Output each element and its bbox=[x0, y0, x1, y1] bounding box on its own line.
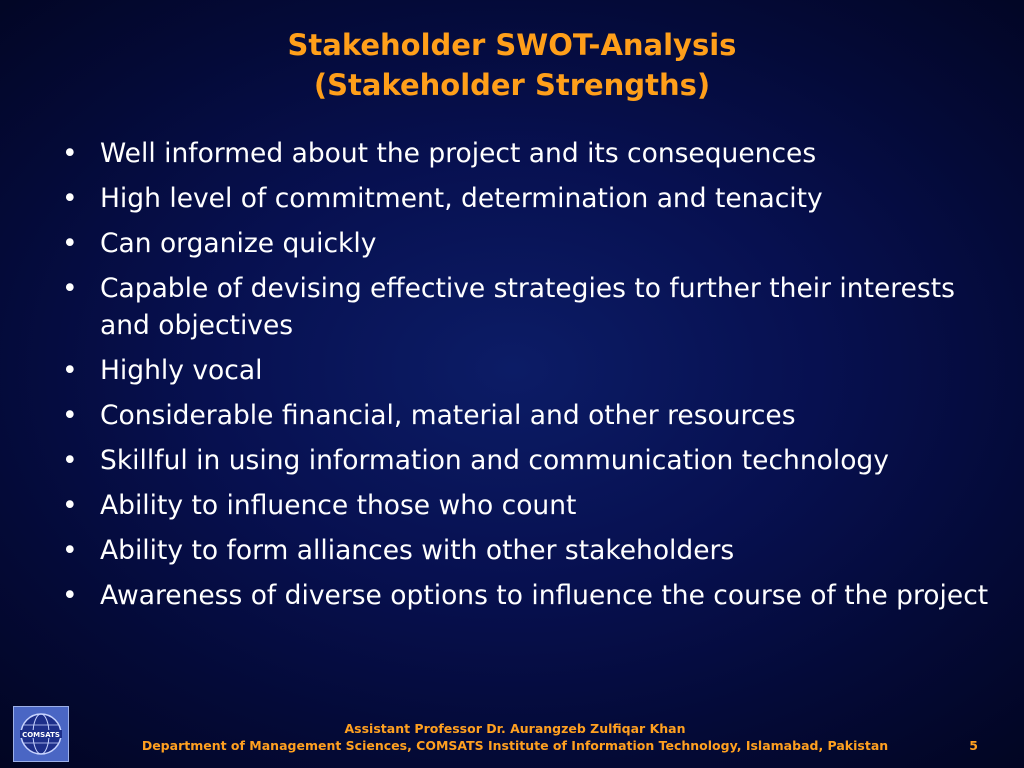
bullet-item bbox=[60, 225, 990, 262]
bullet-text: High level of commitment, determination and tenacity bbox=[100, 183, 823, 214]
globe-icon bbox=[14, 707, 68, 761]
bullet-item bbox=[60, 180, 990, 217]
bullet-dot: • bbox=[62, 183, 78, 214]
bullet-list bbox=[60, 135, 990, 622]
slide-title-line-2: (Stakeholder Strengths) bbox=[313, 68, 711, 102]
bullet-item bbox=[60, 487, 990, 524]
bullet-text: Capable of devising effective strategies to further their interests and objectives bbox=[100, 273, 955, 341]
comsats-logo bbox=[13, 706, 69, 762]
bullet-item bbox=[60, 577, 990, 614]
bullet-text: Skillful in using information and communication technology bbox=[100, 445, 889, 476]
bullet-item bbox=[60, 270, 990, 344]
bullet-dot: • bbox=[62, 228, 78, 259]
bullet-dot: • bbox=[62, 580, 78, 611]
bullet-text: Well informed about the project and its consequences bbox=[100, 138, 817, 169]
bullet-text: Ability to influence those who count bbox=[100, 490, 577, 521]
bullet-text: Awareness of diverse options to influence the course of the project bbox=[100, 580, 989, 611]
bullet-dot: • bbox=[62, 445, 78, 476]
bullet-dot: • bbox=[62, 400, 78, 431]
footer-author: Assistant Professor Dr. Aurangzeb Zulfiqar Khan bbox=[344, 721, 686, 736]
bullet-item bbox=[60, 442, 990, 479]
bullet-text: Highly vocal bbox=[100, 355, 263, 386]
bullet-dot: • bbox=[62, 535, 78, 566]
slide-number: 5 bbox=[969, 738, 978, 753]
footer-affiliation: Department of Management Sciences, COMSATS Institute of Information Technology, Islamabad, Pakistan bbox=[141, 738, 889, 753]
bullet-item bbox=[60, 352, 990, 389]
bullet-text: Ability to form alliances with other stakeholders bbox=[100, 535, 735, 566]
bullet-item bbox=[60, 135, 990, 172]
slide-title bbox=[0, 25, 1024, 105]
bullet-dot: • bbox=[62, 138, 78, 169]
logo-text: COMSATS bbox=[22, 731, 60, 739]
bullet-dot: • bbox=[62, 490, 78, 521]
bullet-item bbox=[60, 532, 990, 569]
footer bbox=[80, 720, 950, 754]
bullet-item bbox=[60, 397, 990, 434]
slide-title-line-1: Stakeholder SWOT-Analysis bbox=[287, 28, 737, 62]
bullet-text: Considerable financial, material and other resources bbox=[100, 400, 796, 431]
bullet-dot: • bbox=[62, 355, 78, 386]
bullet-text: Can organize quickly bbox=[100, 228, 377, 259]
bullet-dot: • bbox=[62, 273, 78, 304]
